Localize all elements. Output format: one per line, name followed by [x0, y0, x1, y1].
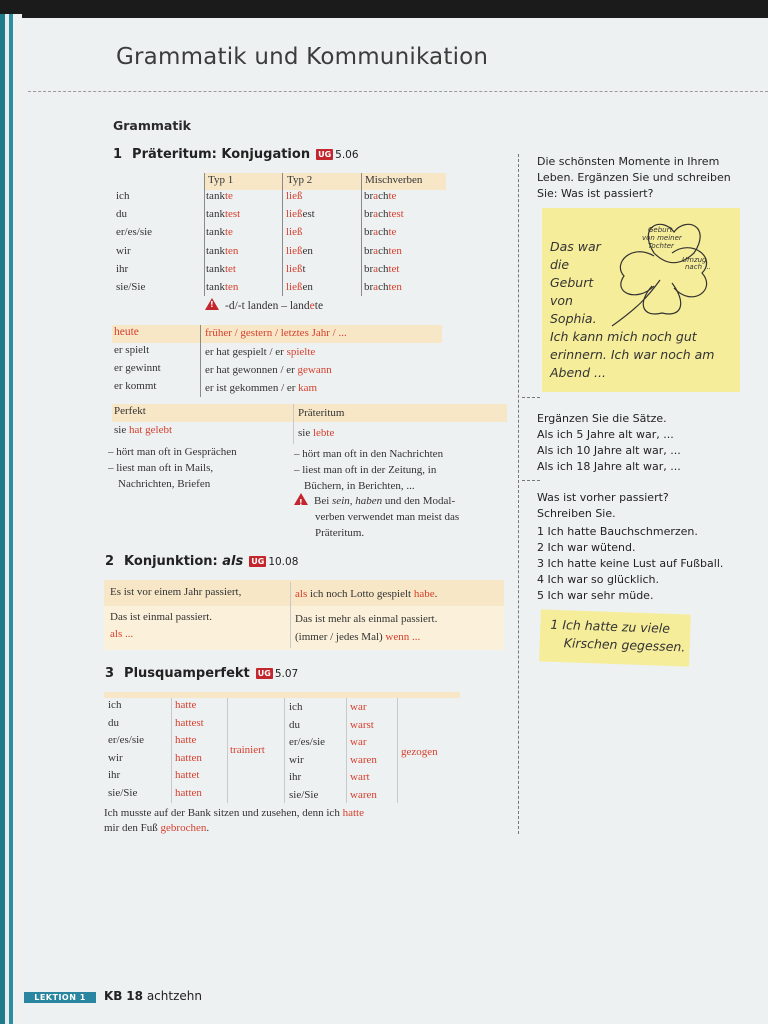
column-divider	[200, 325, 201, 397]
typ1-cell	[206, 226, 233, 238]
verb-ending: est	[302, 208, 315, 221]
verb-stem: ließ	[286, 226, 303, 239]
present-form: er spielt	[114, 344, 150, 356]
past-forms	[205, 364, 332, 376]
verb-ending: ten	[388, 244, 402, 257]
time-heute-label: heute	[114, 326, 139, 338]
verb-stem: tank	[206, 190, 225, 202]
verb-part: br	[364, 244, 374, 257]
ug-badge: UG	[318, 150, 332, 159]
mischverb-cell	[364, 190, 396, 202]
pronoun-cell: sie/Sie	[289, 789, 319, 801]
perfekt-usage: – hört man oft in Gesprächen – liest man oft in Mails, Nachrichten, Briefen	[108, 446, 237, 490]
typ1-cell	[206, 263, 236, 275]
verb-ending: ten	[388, 281, 402, 293]
verb-ending: ten	[224, 281, 239, 293]
verb-stem: tank	[206, 262, 225, 275]
als-hint: als ...	[110, 628, 134, 640]
wenn-hint: (immer / jedes Mal) wenn ...	[295, 631, 421, 643]
haben-form: hattet	[175, 769, 200, 782]
typ1-cell	[206, 190, 233, 202]
typ2-cell	[286, 190, 303, 202]
verb-part: br	[364, 262, 374, 275]
exercise-question-2: Ergänzen Sie die Sätze. Als ich 5 Jahre alt war, ... Als ich 10 Jahre alt war, ... Als ich 18 Jahre alt war, ...	[537, 412, 681, 473]
praeteritum-example: sie lebte	[298, 427, 335, 439]
past-forms	[205, 346, 315, 358]
sein-form: waren	[350, 753, 377, 766]
perfekt-form: er hat gewonnen / er	[205, 364, 298, 376]
haben-form: hatten	[175, 751, 202, 764]
pronoun-cell: du	[108, 716, 119, 729]
verb-part: a	[373, 262, 379, 275]
column-header-typ2: Typ 2	[287, 174, 313, 186]
present-form: er gewinnt	[114, 362, 161, 374]
verb-part: ch	[378, 244, 389, 257]
warning-icon	[205, 298, 219, 310]
pronoun-cell: er/es/sie	[289, 736, 326, 749]
verb-ending: te	[388, 190, 397, 202]
praeteritum-form: kam	[298, 382, 318, 394]
verb-ending: te	[224, 226, 233, 239]
pronoun-cell: ihr	[108, 769, 121, 782]
typ2-cell	[286, 245, 313, 257]
mischverb-cell	[364, 226, 396, 238]
verb-ending: tet	[224, 262, 236, 275]
pronoun-cell: ich	[108, 699, 122, 711]
section-title: Präteritum: Konjugation	[132, 147, 311, 162]
typ2-cell	[286, 281, 313, 293]
column-divider	[346, 698, 347, 803]
sein-form: waren	[350, 789, 377, 801]
pronoun-cell: er/es/sie	[116, 226, 153, 239]
verb-stem: tank	[206, 208, 225, 221]
pronoun-cell: ihr	[289, 771, 302, 784]
als-sentence-right: als ich noch Lotto gespielt habe.	[295, 588, 438, 600]
column-divider	[397, 698, 398, 803]
clover-label: von meiner	[642, 234, 682, 242]
grammar-reference: 5.06	[335, 149, 359, 161]
column-divider	[171, 698, 172, 803]
clover-label: Tochter	[648, 242, 674, 250]
praeteritum-usage: – hört man oft in den Nachrichten – liest man oft in der Zeitung, in Büchern, in Berichten, ...	[294, 448, 444, 492]
verb-part: ch	[378, 281, 389, 293]
column-divider	[290, 582, 291, 648]
pronoun-cell: ihr	[116, 262, 129, 275]
divider-tick	[522, 397, 540, 398]
verb-part: a	[373, 244, 379, 257]
perfekt-form: er hat gespielt / er	[205, 346, 287, 358]
verb-ending: test	[388, 208, 404, 221]
typ1-cell	[206, 245, 238, 257]
mischverb-cell	[364, 281, 402, 293]
verb-ending: test	[224, 208, 241, 221]
column-divider	[293, 404, 294, 444]
typ2-cell	[286, 208, 315, 220]
column-divider	[361, 173, 362, 296]
exercise-question-3: Was ist vorher passiert? Schreiben Sie. 1 Ich hatte Bauchschmerzen. 2 Ich war wütend. 3 Ich hatte keine Lust auf Fußball. 4 Ich war so glücklich. 5 Ich war sehr müde.	[537, 491, 724, 602]
verb-ending: te	[388, 226, 397, 239]
verb-stem: ließ	[286, 190, 303, 202]
verb-stem: tank	[206, 281, 225, 293]
pronoun-cell: sie/Sie	[108, 787, 138, 799]
verb-part: a	[373, 208, 379, 221]
ug-badge: UG	[257, 669, 271, 678]
handwritten-note-1: Geburt von meiner Tochter Umzug nach ... Das war die Geburt von Sophia. Ich kann mich noch gut erinnern. Ich war noch am Abend ...	[542, 208, 740, 392]
verb-part: ch	[378, 190, 389, 202]
haben-form: hatten	[175, 787, 202, 799]
verb-ending: te	[224, 190, 233, 202]
haben-form: hatte	[175, 699, 197, 711]
section-label: Grammatik	[113, 118, 191, 133]
typ2-cell	[286, 226, 303, 238]
verb-part: br	[364, 190, 374, 202]
typ1-cell	[206, 208, 240, 220]
verb-part: br	[364, 281, 374, 293]
lektion-tab: LEKTION 1	[24, 992, 96, 1003]
participle-trainiert: trainiert	[230, 744, 265, 756]
dt-rule-note: !-d/-t landen – landete	[205, 298, 323, 312]
pronoun-cell: wir	[116, 244, 131, 257]
haben-form: hatte	[175, 734, 197, 747]
verb-part: ch	[378, 226, 389, 239]
perfekt-heading: Perfekt	[114, 405, 146, 417]
verb-stem: tank	[206, 244, 225, 257]
clover-leaf	[643, 283, 680, 314]
column-divider	[282, 173, 283, 296]
column-divider	[284, 698, 285, 803]
clover-label: Geburt	[648, 226, 673, 234]
verb-part: ch	[378, 262, 389, 275]
praeteritum-form: spielte	[286, 346, 316, 358]
column-header-mischverben: Mischverben	[365, 174, 423, 186]
column-divider	[204, 173, 205, 296]
clover-label: Umzug	[682, 256, 707, 264]
typ1-cell	[206, 281, 238, 293]
pronoun-cell: du	[289, 718, 300, 731]
sein-form: war	[350, 701, 367, 713]
verb-stem: ließ	[286, 208, 303, 221]
mischverb-cell	[364, 245, 402, 257]
perfekt-example: sie hat gelebt	[114, 424, 173, 436]
sein-form: wart	[350, 771, 370, 784]
handwritten-note-2: 1 Ich hatte zu viele Kirschen gegessen.	[539, 609, 691, 666]
ug-badge: UG	[251, 557, 265, 566]
warning-icon	[294, 493, 308, 505]
verb-part: a	[373, 226, 379, 239]
perfekt-form: er ist gekommen / er	[205, 382, 299, 394]
pronoun-cell: ich	[289, 701, 303, 713]
pronoun-cell: er/es/sie	[108, 734, 145, 747]
section-1-heading	[113, 147, 359, 162]
mehrmals-sentence: Das ist mehr als einmal passiert.	[295, 613, 438, 625]
modal-verbs-note: !Bei sein, haben und den Modal- verben verwendet man meist das Präteritum.	[294, 493, 459, 541]
title-divider	[28, 91, 768, 92]
mischverb-cell	[364, 208, 404, 220]
verb-ending: t	[302, 262, 306, 275]
participle-gezogen: gezogen	[401, 746, 438, 758]
page-number: KB 18 achtzehn	[104, 989, 202, 1003]
verb-part: br	[364, 226, 374, 239]
page-edge-stack	[0, 14, 22, 1024]
typ2-cell	[286, 263, 306, 275]
verb-part: br	[364, 208, 374, 221]
praeteritum-form: gewann	[297, 364, 332, 376]
plusquamperfekt-example: Ich musste auf der Bank sitzen und zusehen, denn ich hatte mir den Fuß gebrochen.	[104, 807, 364, 834]
page-title: Grammatik und Kommunikation	[116, 44, 489, 70]
present-form: er kommt	[114, 380, 157, 392]
sein-form: war	[350, 736, 367, 749]
exercise-question-1: Die schönsten Momente in Ihrem Leben. Ergänzen Sie und schreiben Sie: Was ist passiert?	[537, 155, 731, 200]
pronoun-cell: du	[116, 208, 127, 221]
verb-stem: ließ	[286, 262, 303, 275]
divider-tick	[522, 480, 540, 481]
verb-part: a	[373, 190, 379, 202]
verb-ending: tet	[388, 262, 400, 275]
section-3-heading: 3 Plusquamperfekt UG 5.07	[105, 666, 299, 681]
einmal-sentence: Das ist einmal passiert.	[110, 611, 213, 623]
section-2-heading: 2 Konjunktion: als UG 10.08	[105, 554, 299, 569]
column-divider	[518, 154, 519, 834]
clover-label: nach ...	[685, 263, 711, 271]
time-frueher-label: früher / gestern / letztes Jahr / ...	[205, 327, 347, 339]
pronoun-cell: wir	[289, 753, 304, 766]
verb-ending: ten	[224, 244, 239, 257]
verb-stem: tank	[206, 226, 225, 239]
plusquamperfekt-band	[104, 692, 460, 698]
column-header-typ1: Typ 1	[208, 174, 234, 186]
verb-ending: en	[302, 281, 313, 293]
praeteritum-heading: Präteritum	[298, 407, 345, 419]
pronoun-cell: ich	[116, 190, 130, 202]
sein-form: warst	[350, 718, 374, 731]
als-sentence-left: Es ist vor einem Jahr passiert,	[110, 586, 242, 598]
pronoun-cell: wir	[108, 751, 123, 764]
verb-part: ch	[378, 208, 389, 221]
haben-form: hattest	[175, 716, 204, 729]
section-number: 1	[113, 147, 123, 162]
clover-leaf	[620, 252, 654, 295]
past-forms	[205, 382, 317, 394]
verb-stem: ließ	[286, 244, 303, 257]
verb-ending: en	[302, 244, 313, 257]
verb-part: a	[373, 281, 379, 293]
pronoun-cell: sie/Sie	[116, 281, 146, 293]
mischverb-cell	[364, 263, 399, 275]
verb-stem: ließ	[286, 281, 303, 293]
column-divider	[227, 698, 228, 803]
